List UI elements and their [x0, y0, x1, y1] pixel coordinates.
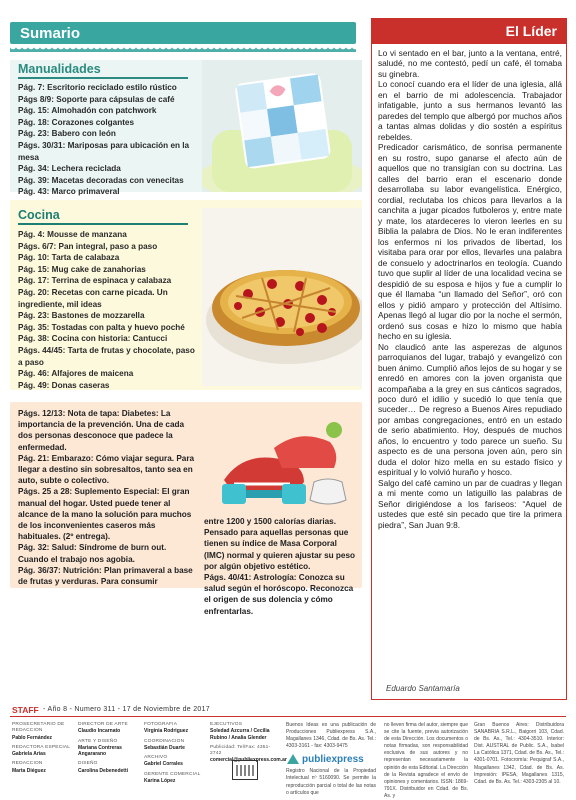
staff-role: DIRECTOR DE ARTE — [78, 722, 128, 727]
staff-title: STAFF — [12, 705, 39, 715]
staff-role: DISEÑO — [78, 761, 98, 767]
list-item: Pág. 10: Tarta de calabaza — [18, 253, 120, 263]
lider-signature: Eduardo Santamaría — [386, 684, 460, 693]
manualidades-title: Manualidades — [18, 62, 101, 76]
cocina-underline — [18, 223, 188, 225]
staff-role: ARCHIVO — [144, 755, 168, 761]
list-item: Pág. 39: Macetas decoradas con venecitas — [18, 175, 184, 185]
staff-name: Mariana Contreras Angararano — [78, 744, 122, 758]
publiexpress-logo — [286, 753, 376, 765]
staff-role: REDACCION — [12, 761, 43, 767]
list-item: Pág. 17: Terrina de espinaca y calabaza — [18, 276, 172, 286]
staff-role: Publicidad: Tel/Fax: 4351-2742 — [210, 744, 271, 757]
list-item: Pág. 23: Babero con león — [18, 129, 116, 139]
staff-name: Sebastián Duarte — [144, 744, 185, 751]
staff-name: Virginia Rodriguez — [144, 728, 189, 735]
cocina-list — [18, 229, 200, 391]
staff-distribution-info: Gran Buenos Aires: Distribuidora SANABRIA S.R.L., Baigorri 103, Cdad. de Bs. As., Tel.: 4304-3510. Interior: Dist. AUSTRAL de Public. S.A., Isabel La Católica 1371, Cdad. de Bs. As., Tel.: 4301-0701. Fotocromía: Pequigraf S.A., Magallanes 1342, Cdad. de Bs. As. Impresión: IPESA, Magallanes 1315, Cdad. de Bs. As. Tel.: 4303-2305 al 10. — [474, 722, 564, 785]
manualidades-list — [18, 82, 198, 210]
staff-entry — [12, 745, 74, 758]
staff-name: Gabriel Corrales — [144, 761, 183, 768]
staff-column-2 — [78, 722, 140, 778]
staff-entry — [210, 722, 272, 741]
staff-name: Claudio Incarnato — [78, 728, 121, 735]
list-item: Págs. 6/7: Pan integral, paso a paso — [18, 241, 158, 251]
fitness-image — [204, 410, 360, 510]
list-item: Pág. 35: Tostadas con palta y huevo poché — [18, 322, 185, 332]
staff-entry — [12, 761, 74, 774]
registry-text: Registro Nacional de la Propiedad Intelectual nº 5160090. Se permite la reproducción parcial o total de las notas o artículos que — [286, 768, 376, 796]
salud-item: Págs. 25 a 28: Suplemento Especial: El gran manual del hogar. Usted puede tener al alcance de la mano la solución para muchos de los inconvenientes caseros más habituales. (2º entrega). — [18, 487, 192, 542]
tart-image — [202, 208, 362, 386]
list-item: Pág. 34: Lechera reciclada — [18, 164, 121, 174]
lider-article-body — [378, 48, 562, 530]
list-item: Pág. 15: Mug cake de zanahorias — [18, 264, 146, 274]
lider-paragraph: No claudicó ante las asperezas de algunos parroquianos del lugar, trabajó y evangelizó con buen ánimo. Cumplió años lejos de su hogar y se enredó en amores con la joven organista que acompañaba a la grey en sus cánticos sagrados, poco duró el idilio y sucedió lo que tenía que suceder… De regreso a Buenos Aires repudiado por ambas congregaciones, entró en un estado de serio abatimiento. Hoy, después de muchos años, lo encuentro y todo parece un sueño. Su aspecto es de una persona joven aún, pero sin duda el dolor hizo mella en su estado físico y espiritual y lo volvió huraño y hosco. — [378, 341, 562, 478]
staff-name: comercial@publiexpress.com.ar — [210, 757, 287, 764]
publisher-text: Buenos Ideas es una publicación de Producciones Publiexpress S.A., Magallanes 1346, Cdad. de Bs. As. Tel.: 4303-3161 - fax: 4303-9475 — [286, 722, 376, 750]
lider-paragraph: Lo vi sentado en el bar, junto a la ventana, entré, saludé, no me contestó, pedí un café, él tomaba su ginebra. — [378, 48, 562, 79]
staff-publisher-info — [286, 722, 376, 797]
staff-entry — [144, 739, 206, 752]
list-item: Pág. 38: Cocina con historia: Cantucci — [18, 334, 168, 344]
staff-entry — [144, 772, 206, 785]
list-item: Pág. 20: Recetas con carne picada. Un ingrediente, mil ideas — [18, 287, 168, 309]
manualidades-underline — [18, 77, 188, 79]
staff-role: REDACTORA ESPECIAL — [12, 744, 71, 750]
staff-role: PROSECRETARIO DE REDACCION — [12, 722, 65, 734]
salud-item: Pág. 21: Embarazo: Cómo viajar segura. Para llegar a destino sin sobresaltos, tanto sea en auto, subte o colectivo. — [18, 453, 195, 486]
publiexpress-wordmark: publiexpress — [302, 753, 364, 765]
pillow-image — [202, 60, 362, 192]
list-item: Pág. 7: Escritorio reciclado estilo rústico — [18, 83, 177, 92]
salud-left-column — [18, 408, 198, 587]
staff-role: COORDINACION — [144, 738, 185, 744]
staff-role: FOTOGRAFIA — [144, 722, 178, 727]
cocina-title: Cocina — [18, 208, 60, 222]
header-wave-decoration — [10, 46, 356, 52]
staff-entry — [78, 739, 140, 758]
salud-item: Pág. 32: Salud: Síndrome de burn out. Cuando el trabajo nos agobia. — [18, 543, 167, 564]
sumario-header — [10, 22, 356, 44]
salud-item: Págs. 12/13: Nota de tapa: Diabetes: La importancia de la prevención. Una de cada dos personas desconoce que padece la enfermedad. — [18, 409, 185, 452]
list-item: Pág. 4: Mousse de manzana — [18, 230, 127, 239]
list-item: Págs 8/9: Soporte para cápsulas de café — [18, 94, 175, 104]
staff-entry — [144, 755, 206, 768]
staff-column-1 — [12, 722, 74, 778]
staff-role: GERENTE COMERCIAL — [144, 771, 201, 777]
lider-title: El Líder — [505, 23, 557, 39]
list-item: Pág. 15: Almohadón con patchwork — [18, 106, 157, 116]
list-item: Pág. 46: Alfajores de maicena — [18, 369, 134, 379]
staff-name: Soledad Azcurra / Cecilia Rubino / Analia Glender — [210, 728, 270, 741]
staff-name: Carolina Debenedetti — [78, 767, 129, 774]
list-item: Pág. 23: Bastones de mozzarella — [18, 311, 145, 321]
staff-name: Pablo Fernández — [12, 734, 53, 741]
staff-entry — [144, 722, 206, 735]
staff-role: ARTE Y DISEÑO — [78, 738, 118, 744]
staff-entry — [78, 722, 140, 735]
staff-name: Marta Diéguez — [12, 767, 46, 774]
lider-paragraph: Lo conocí cuando era el líder de una iglesia, allá en el barrio de mi adolescencia. Trabajador infatigable, junto a sus hermanos levantó las paredes del templo que albergó por muchos años a tantas almas dolidas y dio sostén a espíritus rebeldes. — [378, 79, 562, 142]
staff-entry — [78, 761, 140, 774]
staff-legal-info: no lleven firma del autor, siempre que se cite la fuente, previa autorización de esta Dirección. Los documentos o notas firmadas, son responsabilidad exclusiva de sus autores y no representan necesariamente la opinión de esta Editorial. La Dirección de la Revista agradece el envío de opiniones y comentarios. ISSN: 1869-791X. Distribuidor en Cdad. de Bs. As. y — [384, 722, 468, 799]
list-item: Pág. 49: Donas caseras — [18, 380, 110, 390]
sumario-title: Sumario — [20, 25, 81, 42]
lider-paragraph: Predicador carismático, de sonrisa permanente en su rostro, supo ganarse el afecto aún de aquellos que no transigían con su doctrina. Las calles del barrio eran el escenario donde desarrollaba su labor evangelística. Enérgico, cordial, reclutaba los chicos para llevarlos a la canchita a jugar picados futboleros y, entre mate y mate, los atardeceres lo vieron leerles en su Biblia la palabra de Dios. No le eran indiferentes los enfermos ni los privados de libertad, los visitaba para orar por ellos, llevarles una palabra de consuelo y adoctrinarlos en teología. Cuando tuvo que suplir al líder de una localidad vecina se despidió de su esposa e hijos y fue a cumplir lo que él llamaba “un llamado del Señor”, oró con ellos y pidió amparo y protección del Altísimo. Apenas llegó al lugar dio por la noche el sermón, ordenó sus cosas e hizo lo mismo que había hecho en su iglesia. — [378, 142, 562, 342]
list-item: Pág. 18: Corazones colgantes — [18, 117, 135, 127]
lider-header — [371, 18, 567, 44]
staff-name: Karina López — [144, 778, 176, 785]
staff-column-3 — [144, 722, 206, 788]
audited-seal-icon — [232, 760, 258, 780]
list-item: Págs. 30/31: Mariposas para ubicación en la mesa — [18, 140, 190, 162]
publiexpress-logo-icon — [286, 753, 300, 765]
list-item: Págs. 44/45: Tarta de frutas y chocolate, paso a paso — [18, 345, 195, 367]
staff-issue-info: - Año 8 - Numero 311 - 17 de Noviembre de 2017 — [43, 706, 210, 713]
staff-name: Gabriela Arias — [12, 751, 46, 758]
staff-entry — [12, 722, 74, 741]
staff-role: EJECUTIVOS — [210, 722, 243, 727]
list-item: Pág. 43: Marco primaveral — [18, 187, 120, 197]
salud-item: Pág. 36/37: Nutrición: Plan primaveral a base de frutas y verduras. Para consumir — [18, 565, 193, 587]
salud-right-column — [204, 516, 358, 617]
salud-item: Págs. 40/41: Astrología: Conozca su salud según el horóscopo. Reconozca el origen de sus dolencia y cómo enfrentarlas. — [204, 573, 354, 616]
lider-paragraph: Salgo del café camino un par de cuadras y llegan a mi mente como un latiguillo las palabras de Señor dirigiéndose a los fariseos: “Aquel de ustedes que esté sin pecado que tire la primera piedra”, San Juan 9:8. — [378, 477, 562, 530]
salud-item: entre 1200 y 1500 calorías diarias. Pensado para aquellas personas que tienen su índice de Masa Corporal (IMC) normal y quieren ajustar su peso por algún objetivo estético. — [204, 517, 356, 571]
